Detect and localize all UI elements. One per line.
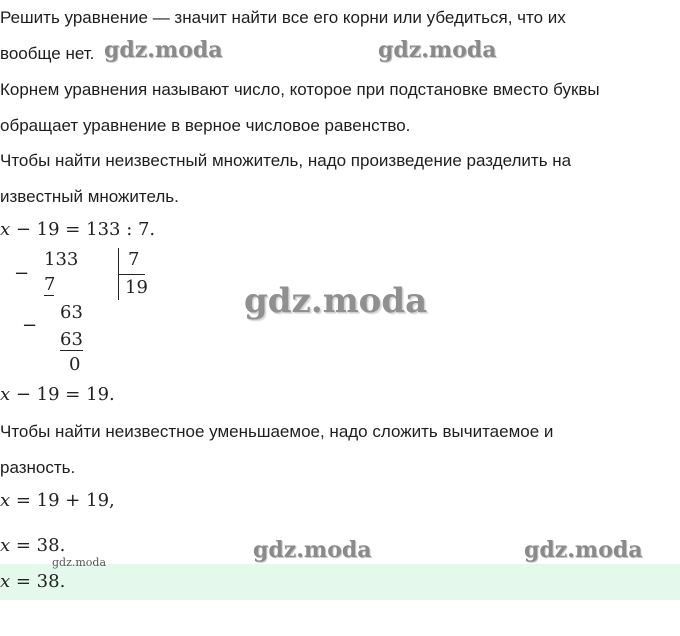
quotient: 19 <box>125 277 148 298</box>
equation-variable: x <box>0 219 11 240</box>
equation <box>0 384 115 406</box>
equation-body: = 38. <box>10 571 66 592</box>
paragraph-line: известный множитель. <box>0 187 179 206</box>
equation-variable: x <box>0 384 11 405</box>
division-bracket-horizontal <box>118 274 145 275</box>
watermark: gdz.moda <box>244 281 428 321</box>
paragraph-line: разность. <box>0 458 76 477</box>
equation-variable: x <box>0 535 11 556</box>
watermark: gdz.moda <box>253 537 372 563</box>
watermark: gdz.moda <box>378 37 497 63</box>
remainder: 0 <box>69 354 81 375</box>
equation <box>0 535 65 557</box>
paragraph-line: Чтобы найти неизвестный множитель, надо произведение разделить на <box>0 151 572 170</box>
answer-equation <box>0 571 65 593</box>
minus-sign: − <box>14 263 30 284</box>
equation-body: − 19 = 19. <box>10 384 115 405</box>
partial-dividend: 63 <box>60 302 83 323</box>
equation <box>0 490 115 512</box>
paragraph-line: Решить уравнение — значит найти все его корни или убедиться, что их <box>0 8 566 27</box>
paragraph-line: Корнем уравнения называют число, которое при подстановке вместо буквы <box>0 80 600 99</box>
minus-sign: − <box>22 315 38 336</box>
paragraph-line: Чтобы найти неизвестное уменьшаемое, надо сложить вычитаемое и <box>0 422 554 441</box>
watermark: gdz.moda <box>52 556 107 569</box>
equation-variable: x <box>0 490 11 511</box>
divisor: 7 <box>128 249 140 270</box>
answer-box <box>0 564 680 600</box>
watermark: gdz.moda <box>104 37 223 63</box>
equation-variable: x <box>0 571 11 592</box>
paragraph-line: обращает уравнение в верное числовое равенство. <box>0 116 411 135</box>
equation-body: = 38. <box>10 535 66 556</box>
dividend: 133 <box>44 249 79 270</box>
equation-body: = 19 + 19, <box>10 490 115 511</box>
paragraph-line: вообще нет. <box>0 44 95 63</box>
equation <box>0 219 155 241</box>
equation-body: − 19 = 133 : 7. <box>10 219 156 240</box>
watermark: gdz.moda <box>524 537 643 563</box>
second-subtrahend: 63 <box>60 329 83 350</box>
first-subtrahend: 7 <box>44 274 56 295</box>
